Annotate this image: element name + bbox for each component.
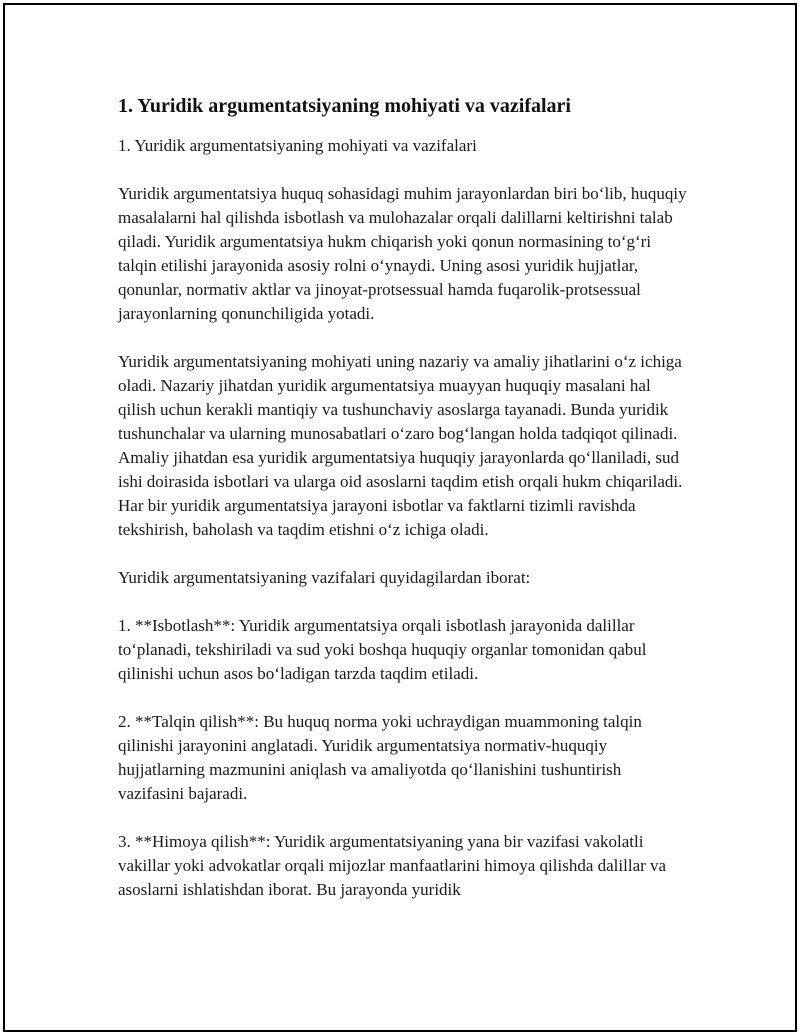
list-item-proving: 1. **Isbotlash**: Yuridik argumentatsiya orqali isbotlash jarayonida dalillar to‘planadi, tekshiriladi va sud yoki boshqa huquqiy organlar tomonidan qabul qilinishi uchun asos bo‘ladigan tarzda taqdim etiladi.	[118, 616, 647, 683]
list-item-defense: 3. **Himoya qilish**: Yuridik argumentatsiyaning yana bir vazifasi vakolatli vakillar yoki advokatlar orqali mijozlar manfaatlarini himoya qilishda dalillar va asoslarni ishlatishdan iborat. Bu jarayonda yuridik	[118, 832, 667, 899]
section-subheading: 1. Yuridik argumentatsiyaning mohiyati va vazifalari	[118, 136, 477, 155]
paragraph-essence: Yuridik argumentatsiyaning mohiyati uning nazariy va amaliy jihatlarini o‘z ichiga oladi. Nazariy jihatdan yuridik argumentatsiya muayyan huquqiy masalani hal qilish uchun kerakli mantiqiy va tushunchaviy asoslarga tayanadi. Bunda yuridik tushunchalar va ularning munosabatlari o‘zaro bog‘langan holda tadqiqot qilinadi. Amaliy jihatdan esa yuridik argumentatsiya huquqiy jarayonlarda qo‘llaniladi, sud ishi doirasida isbotlari va ularga oid asoslarni taqdim etish orqali hukm chiqariladi. Har bir yuridik argumentatsiya jarayoni isbotlar va faktlarni tizimli ravishda tekshirish, baholash va taqdim etishni o‘z ichiga oladi.	[118, 352, 683, 539]
paragraph-intro: Yuridik argumentatsiya huquq sohasidagi muhim jarayonlardan biri bo‘lib, huquqiy masalalarni hal qilishda isbotlash va mulohazalar orqali dalillarni keltirishni talab qiladi. Yuridik argumentatsiya hukm chiqarish yoki qonun normasining to‘g‘ri talqin etilishi jarayonida asosiy rolni o‘ynaydi. Uning asosi yuridik hujjatlar, qonunlar, normativ aktlar va jinoyat-protsessual hamda fuqarolik-protsessual jarayonlarning qonunchiligida yotadi.	[118, 184, 687, 323]
document-body	[118, 92, 690, 902]
list-item-interpretation: 2. **Talqin qilish**: Bu huquq norma yoki uchraydigan muammoning talqin qilinishi jarayonini anglatadi. Yuridik argumentatsiya normativ-huquqiy hujjatlarning mazmunini aniqlash va amaliyotda qo‘llanishini tushuntirish vazifasini bajaradi.	[118, 712, 642, 803]
paragraph-tasks-intro: Yuridik argumentatsiyaning vazifalari quyidagilardan iborat:	[118, 568, 531, 587]
document-title: 1. Yuridik argumentatsiyaning mohiyati va vazifalari	[118, 95, 571, 117]
